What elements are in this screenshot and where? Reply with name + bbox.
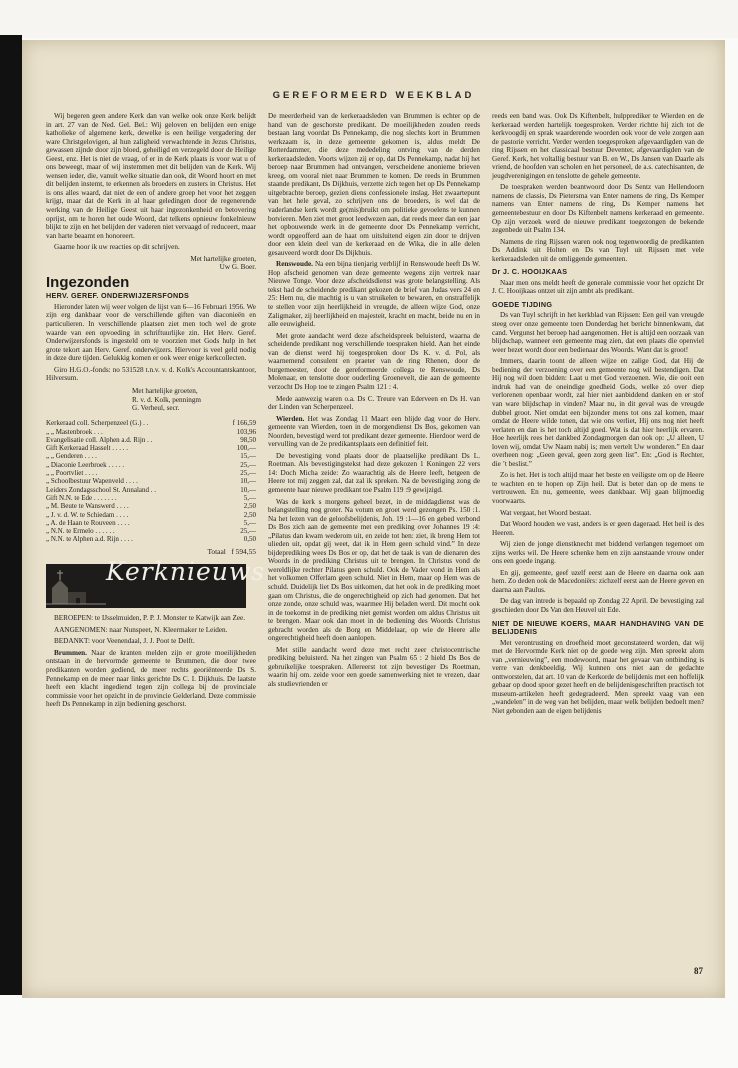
total-amount: f 594,55 — [231, 546, 256, 556]
paragraph: Met verontrusting en droefheid moet geconstateerd worden, dat wij met de Hervormde Kerk niet op de goede weg zijn. Men spreekt alom van „vernieuwing”, een modewoord, maar het gevaar van ontbinding is verre van denkbeeldig. Wij kunnen ons niet aan de gedachte onttworstelen, dat art. 10 van de Kerkorde de belijdenis met een hoffelijk gebaar op dood spoor gezet heeft en de belijdenisgeschriften practisch tot museum-artikelen heeft gedegradeerd. Men spreekt vaag van een „wandelen” in de weg van het belijden, maar welk belijden bedoelt men? Niet gebonden aan de eigen belijdenis — [492, 638, 704, 715]
ledger-amount: 10,— — [240, 485, 256, 494]
paragraph-body: Naar de kranten melden zijn er grote moeilijkheden ontstaan in de hervormde gemeente te Brummen, die door twee predikanten worden gediend, de meer rechts georiënteerde Ds S. Pennekamp en de meer naar links gerichte Ds C. I. Dijkhuis. De laatste heeft een klacht ingediend tegen zijn collega bij de provinciale commissie voor het opzicht in de provincie Gelderland. Deze commissie heeft Ds Pennekamp in zijn bediening geschorst. — [46, 648, 256, 709]
ledger-row — [46, 511, 256, 519]
ledger-row — [46, 436, 256, 444]
ledger-amount: 98,50 — [240, 435, 256, 444]
donation-ledger — [46, 419, 256, 543]
paragraph: Mede aanwezig waren o.a. Ds C. Treure van Ederveen en Ds H. van der Linden van Scherpenzeel. — [268, 394, 480, 412]
column-middle — [268, 112, 480, 692]
ledger-amount: 15,— — [240, 452, 256, 461]
ledger-amount: 25,— — [240, 469, 256, 478]
ledger-row — [46, 428, 256, 436]
paragraph: De bevestiging vond plaats door de plaatselijke predikant Ds L. Roetman. Als bevestigingstekst had deze gekozen 1 Koningen 22 vers 14: Doch Micha zeide: Zo waarachtig als de Heere leeft, hetgeen de Heere tot mij zeggen zal, dat zal ik spreken. Na de bevestiging zong de gemeente haar nieuwe predikant toe Psalm 119 :9 gewijzigd. — [268, 451, 480, 494]
paragraph: Wat vergaat, het Woord bestaat. — [500, 508, 592, 517]
ledger-amount: 2,50 — [243, 502, 256, 511]
paragraph: Wij zien de jonge dienstknecht met biddend verlangen tegemoet om zijns werks wil. De Heere schenke hem en zijn aanstaande vrouw onder ons een goede ingang. — [492, 540, 704, 566]
ledger-amount: 5,— — [243, 518, 256, 527]
ledger-label: Leiders Zondagsschool St. Annaland . . — [46, 485, 157, 494]
kerknieuws-banner — [46, 557, 266, 608]
paragraph: Namens de ring Rijssen waren ook nog tegenwoordig de predikanten Ds Addink uit Holten en Ds van Tuyl uit Rijssen met vele kerkeraadsleden uit de omliggende gemeenten. — [492, 237, 704, 263]
paragraph: AANGENOMEN: naar Nunspeet, N. Kleermaker te Leiden. — [54, 625, 228, 634]
ledger-label: „ J. v. d. W. te Schiedam . . . . — [46, 510, 129, 519]
signature-name: Uw G. Boer. — [219, 263, 256, 272]
paragraph: De dag van intrede is bepaald op Zondag 22 April. De bevestiging zal geschieden door Ds Van den Heuvel uit Ede. — [492, 597, 704, 614]
ledger-row — [46, 486, 256, 494]
paragraph: Met stille aandacht werd deze met recht zeer christocentrische prediking beluisterd. Na het zingen van Psalm 65 : 2 hield Ds Bos de gebruikelijke toespraken. Allereerst tot zijn bevestiger Ds Roetman, waarin hij om. zeide voor een goede samenwerking niet te vrezen, daar als studievrienden er — [268, 645, 480, 688]
church-illustration-icon — [46, 564, 106, 608]
ledger-label: Gift Kerkeraad Hasselt . . . . . — [46, 444, 129, 453]
ledger-row — [46, 519, 256, 527]
ledger-amount: 5,— — [243, 493, 256, 502]
paragraph-body: Het was Zondag 11 Maart een blijde dag voor de Herv. gemeente van Wierden, toen in de morgendienst Ds Bos, gekomen van Noorden, bevestigd werd tot predikant dezer gemeente. Hierdoor werd de vervulling van de 2e predikantsplaats een definitief feit. — [268, 414, 480, 449]
ledger-label: „ Diaconie Leerbroek . . . . . — [46, 460, 125, 469]
paragraph — [46, 649, 256, 709]
paragraph: De toespraken werden beantwoord door Ds Sentz van Hellendoorn namens de classis, Ds Pietersma van Enter namens de ring, Ds Kemper namens van Enter namens de ring, Ds Kemper namens het gemeentebestuur en door Ds Kiftenbelt namens kerkeraad en gemeente. Op zijn verzoek werd de nieuwe predikant toegezongen de bekende zegenbede uit Psalm 134. — [492, 183, 704, 235]
ledger-label: „ A. de Haan te Rouveen . . . . — [46, 518, 130, 527]
paragraph: De meerderheid van de kerkeraadsleden van Brummen is echter op de hand van de geschorste predikant. De moeilijkheden zouden reeds bestaan lang voordat Ds Pennekamp, die nog slechts kort in Brummen werkzaam is, in deze gemeente gekomen is, aldus meldt De Rotterdammer, die deze mededeling ontving van de derden kerkeraadsleden. Voorts wijzen zij er op, dat Ds Pennekamp, nadat hij het beroep naar Brummen had ontvangen, verscheidene anonieme brieven kreeg, om vooral niet naar Brummen te komen. De reeds in Brummen staande predikant, Ds Dijkhuis, verzette zich tegen het op Ds Pennekamp uitgebrachte beroep, gezien diens confessionele inslag. Het zwaartepunt van het hele geval, zo schrijven ons de broeders, is wel dat de vaderlandse kerk wordt ge(mis)bruikt om politieke gevoelens te kunnen botvieren. Men ziet met groot leedwezen aan, dat reeds meer dan een jaar het opbouwende werk in de gemeente door Ds Pennekamp verricht, wordt opgeofferd aan de haat om uitsluitend eigen zin door te drijven door een klein deel van de kerkeraad en de Wika, die in alle delen gesauveerd wordt door Ds Dijkhuis. — [268, 112, 480, 257]
column-left — [46, 112, 266, 712]
ledger-amount: 0,50 — [243, 535, 256, 544]
ledger-amount: 103,96 — [236, 427, 256, 436]
ledger-label: „ Schoolbestuur Wapenveld . . . . — [46, 477, 138, 486]
signature-line: Met hartelijke groeten, — [132, 386, 198, 395]
paragraph: Naar men ons meldt heeft de generale commissie voor het opzicht Dr J. C. Hooijkaas ontzet uit zijn ambt als predikant. — [492, 278, 704, 296]
signature-line: Met hartelijke groeten, — [190, 254, 256, 263]
paragraph: reeds een band was. Ook Ds Kiftenbelt, hulpprediker te Wierden en de kerkeraad werden hartelijk toegesproken. Verder richtte hij zich tot de kerkvoogdij en sprak waarderende woorden ook voor de vele zorgen aan de pastorie verricht. Verder werden toegesproken afgevaardigden van de ring Rijssen en het classicaal bestuur Deventer, afgevaardigden van de Geref. Kerk, het voltallig bestuur van B. en W., Ds Jansen van Daarle als vriend, de hoofden van scholen en het personeel, de a.s. catechisanten, de jeugdverenigingen en tenslotte de gehele gemeente. — [492, 112, 704, 180]
paragraph — [268, 260, 480, 328]
paragraph: Ds van Tuyl schrijft in het kerkblad van Rijssen: Een geil van vreugde steeg over onze gemeente toen Donderdag het bericht binnenkwam, dat cand. Vergunst het beroep had aangenomen. Het is altijd een oorzaak van blijdschap, wanneer een gemeente mag zien, dat een plaats die openviel weer bezet wordt door een bedienaar des Woords. Want dat is groot! — [492, 311, 704, 354]
ledger-label: „ „ Poortvliet . . . . — [46, 469, 98, 478]
ledger-label: „ N.N. te Ermelo . . . . . . — [46, 527, 115, 536]
article-heading: GOEDE TIJDING — [492, 299, 553, 309]
paragraph-lead: Renswoude. — [276, 260, 313, 269]
ledger-row — [46, 461, 256, 469]
paragraph-lead: Wierden. — [276, 414, 305, 423]
ledger-amount: 2,50 — [243, 510, 256, 519]
article-heading: HERV. GEREF. ONDERWIJZERSFONDS — [46, 291, 190, 301]
paragraph: Hieronder laten wij weer volgen de lijst van 6—16 Februari 1956. We zijn erg dankbaar voor de verschillende giften van diaconieën en particulieren. In verschillende plaatsen ziet men toch wel de grote waarde van een opvoeding in schriftuurlijke zin. Het Herv. Geref. Onderwijzersfonds is ingesteld om te voorzien met Gods hulp in het grote tekort aan Herv. Geref. onderwijzers. Hiervoor is veel geld nodig in deze dure tijden. Gelukkig komen er ook weer enige kerkcollecten. — [46, 302, 256, 363]
newspaper-page — [22, 40, 725, 998]
total-label: Totaal — [207, 546, 226, 556]
article-heading: NIET DE NIEUWE KOERS, MAAR HANDHAVING VAN DE BELIJDENIS — [492, 618, 704, 637]
paragraph: Wij begeren geen andere Kerk dan van welke ook onze Kerk belijdt in art. 27 van de Ned. Gel. Bel.: Wij geloven en belijden een enige katholieke of algemene kerk, dewelke is een heilige vergadering der ware Christgelovigen, al hun zaligheid verwachtende in Jezus Christus, gewassen zijnde door zijn bloed, geheiligd en verzegeld door de Heilige Geest, enz. Het is niet de vraag, of er in de Kerk plaats is voor wat u of ons beweegt, maar of wij instemmen met dit belijden van de Kerk. Wij wensen ieder, die, vanuit welke situatie dan ook, dit Woord hoort en met dit belijden instemt, te erkennen als broeders en zusters in Christus. Het is ons alles waard, dat niet de een of andere groep het voor het zeggen krijgt, maar dat de Kerk in al haar geledingen door de regenerende werking van de Heilige Geest uit haar ingezonkenheid en betovering oprijst, om te horen het oude Woord, dat telkens opnieuw fonkelnieuw blijkt te zijn en het belijden der vaderen niet vervaagd of reduceert, maar van harte beaamt en honoreert. — [46, 112, 256, 240]
ledger-amount: 10,— — [240, 477, 256, 486]
article-heading: Dr J. C. HOOIJKAAS — [492, 267, 568, 277]
signature-block — [132, 387, 256, 413]
ledger-row — [46, 535, 256, 543]
ledger-amount: 25,— — [240, 527, 256, 536]
paragraph: Giro H.G.O.-fonds: no 531528 t.n.v. v. d. Kolk's Accountantskantoor, Hilversum. — [46, 365, 256, 383]
banner-title: Kerknieuws — [106, 557, 266, 587]
ledger-row — [46, 494, 256, 502]
ledger-label: „ „ Mastenbroek . . . — [46, 427, 103, 436]
ledger-row — [46, 502, 256, 510]
ledger-amount: f 166,59 — [232, 419, 256, 428]
ledger-label: „ N.N. te Alphen a.d. Rijn . . . . — [46, 535, 133, 544]
ledger-amount: 100,— — [236, 444, 256, 453]
ledger-label: „ „ Genderen . . . . — [46, 452, 97, 461]
scanner-edge — [0, 35, 22, 995]
ledger-label: Kerkeraad coll. Scherpenzeel (G.) . . — [46, 419, 149, 428]
paragraph-body: Na een bijna tienjarig verblijf in Renswoude heeft Ds W. Hop afscheid genomen van deze gemeente wegens zijn vertrek naar Nieuwe Tonge. Voor deze afscheidsdienst was grote belangstelling. Als tekst had de scheidende predikant gekozen de brief van Judas vers 24 en 25: Hem nu, die machtig is u van struikelen te bewaren, en onstraffelijk te stellen voor zijn heerlijkheid in vreugde, de alleen wijze God, onze Zaligmaker, zij heerlijkheid en majesteit, kracht en macht, beide nu en in alle eeuwigheid. — [268, 260, 480, 329]
section-heading: Ingezonden — [46, 273, 130, 291]
paragraph — [268, 415, 480, 449]
ledger-row — [46, 452, 256, 460]
top-margin — [0, 0, 738, 38]
ledger-total — [46, 548, 256, 557]
ledger-row — [46, 527, 256, 535]
paragraph: Was de kerk s morgens geheel bezet, in de middagdienst was de belangstelling nog groter. Na votum en groet werd gezongen Ps. 150 :1. Na het lezen van de geloofsbelijdenis, Joh. 19 :1—16 en gebed verbond Ds Bos zich aan de gemeente met een prediking over Johannes 19 :4: „Pilatus dan kwam wederom uit, en zeide tot hen: ziet, ik breng Hem tot ulieden uit, opdat gij weet, dat ik in Hem geen schuld vind.” In deze bijdeprediking wees Ds Bos er op, dat het de taak is van de dienaren des Woords in de prediking Christus uit te brengen. In Christus vond de wereldlijke rechter Pilatus geen schuld. Ook de Vader vond in Hem als het volkomen Offerlam geen schuld. Niet in Hem, maar op Hem was de schuld. Duidelijk liet Ds Bos uitkomen, dat het ook in de prediking moet gaan om Christus, die de ongerechtigheid op zich had genomen. Dat het onze zonde, onze schuld was, waarmee Hij beladen werd. Dit mocht ook in de toekomst in de prediking niet gemist worden om aldus Christus uit te brengen. Maar ook dan moet in de bediening des Woords Christus gebracht worden als de Borg en Middelaar, op wie de Heere alle ongerechtigheid heeft doen aanlopen. — [268, 497, 480, 643]
paragraph: BEDANKT: voor Veenendaal, J. J. Poot te Delft. — [54, 637, 195, 646]
paragraph: Gaarne hoor ik uw reacties op dit schrijven. — [54, 243, 180, 252]
ledger-label: Gift N.N. te Ede . . . . . . . — [46, 493, 117, 502]
ledger-label: Evangelisatie coll. Alphen a.d. Rijn . . — [46, 435, 153, 444]
ledger-row — [46, 469, 256, 477]
paragraph-lead: Brummen. — [54, 648, 87, 657]
paragraph: Dat Woord houden we vast, anders is er geen dageraad. Het heil is des Heeren. — [492, 520, 704, 537]
ledger-row — [46, 444, 256, 452]
ledger-row — [46, 477, 256, 485]
column-right — [492, 112, 704, 719]
ledger-row — [46, 419, 256, 427]
signature-line: R. v. d. Kolk, penningm — [132, 395, 202, 404]
paragraph: En gij, gemeente, geef uzelf eerst aan de Heere en daarna ook aan hem. Zo deden ook de Macedoniërs: zichzelf eerst aan de Heere geven en daarna aan Paulus. — [492, 568, 704, 594]
page-header: GEREFORMEERD WEEKBLAD — [272, 90, 475, 101]
paragraph: Zo is het. Het is toch altijd maar het beste en veiligste om op de Heere te wachten en te hopen op Zijn heil. Dat is beter dan op de mens te vertrouwen. En nu, gemeente, wees dankbaar. Wij gaan blijmoedig voorwaarts. — [492, 471, 704, 505]
paragraph: Met grote aandacht werd deze afscheidspreek beluisterd, waarna de scheidende predikant nog verschillende toespraken hield. Aan het einde van de dienst werd hij toegesproken door Ds K. v. d. Pol, als waarnemend consulent en praeter van de ring Rhenen, door de burgemeester, door de gereformeerde collega te Renswoude, Ds Molenaar, en tenslotte door ouderling Groenevelt, die aan de gemeente verzocht Ds Hop toe te zingen Psalm 121 : 4. — [268, 331, 480, 391]
ledger-label: „ M. Beute te Wanswerd . . . . — [46, 502, 129, 511]
ledger-amount: 25,— — [240, 460, 256, 469]
paragraph: BEROEPEN: te IJsselmuiden, P. P. J. Monster te Katwijk aan Zee. — [54, 614, 246, 623]
page-number: 87 — [694, 966, 703, 976]
paragraph: Immers, daarin toont de alleen wijze en zalige God, dat Hij de bediening der verzoening over een gemeente nog wil bestendigen. Dat Hij nog wil doen bidden: Laat u met God verzoenen. Wie, die ooit een indruk had van de oneindige goedheid Gods, welke zó over diep verlorenen openbaar wordt, zal hier niet aanbiddend danken en er stof van ware blijdschap in vinden? Maar nu, in dit geval was de vreugde dubbel groot. Niet omdat een bijzonder mens tot ons zal komen, maar omdat de Heere wilde tonen, dat wie ons verliet, Hij ons nog niet heeft verlaten en dan is het toch altijd goed. Wat is dat hier heerlijk ervaren. Hoe heerlijk rees het dankbed Zondagmorgen dan ook op: „U alleen, U loven wij, omdat Uw Naam nabij is; men vertelt Uw wonderen.” En daar overheen nog: „Geen geval, geen zorg geen list”. En: „God is Rechter, die ’t beslist.” — [492, 357, 704, 468]
signature-line: G. Verheul, secr. — [132, 404, 180, 413]
